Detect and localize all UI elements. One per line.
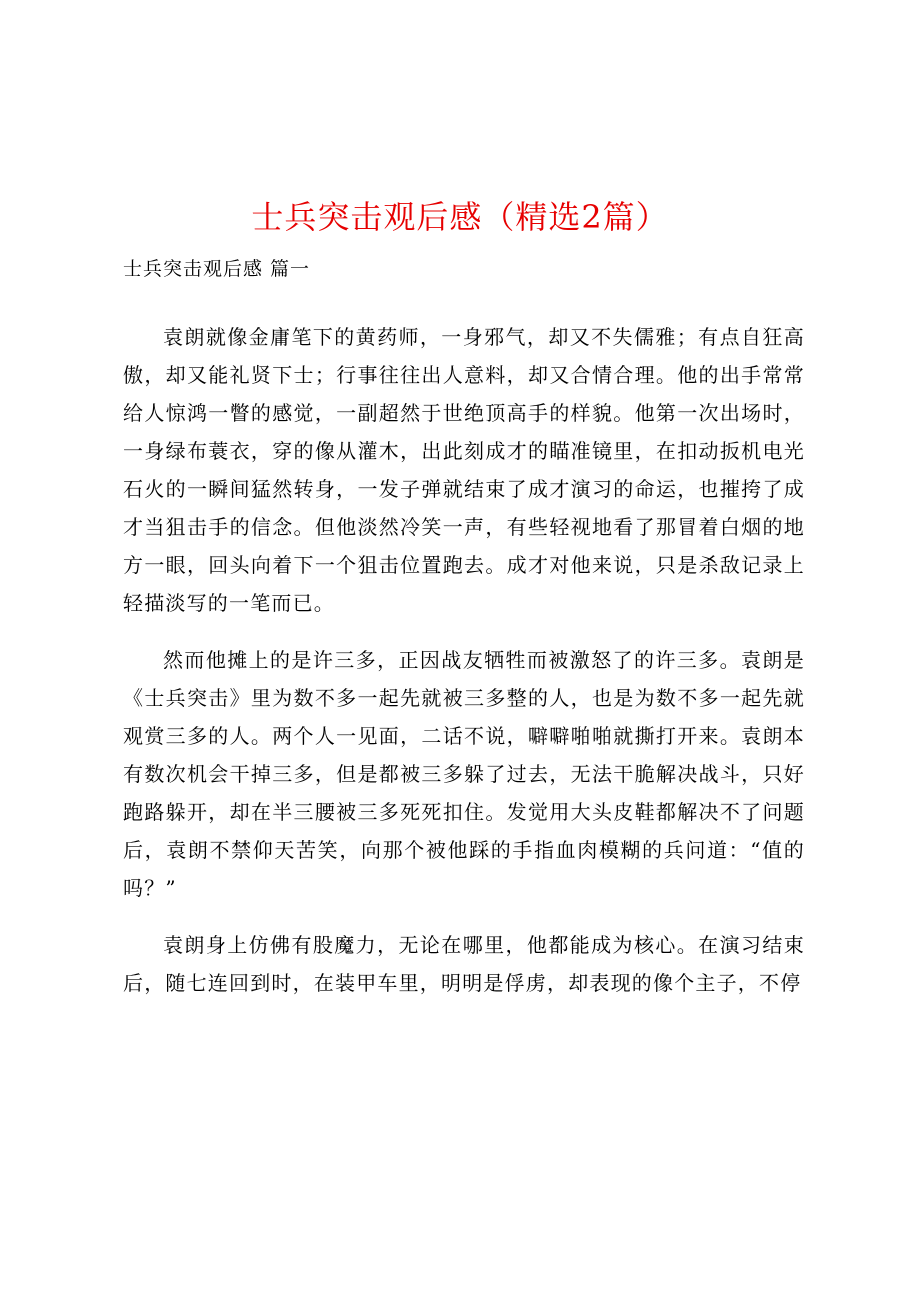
section-heading: 士兵突击观后感 篇一 <box>123 258 311 280</box>
document-body <box>123 318 805 1021</box>
document-title: 士兵突击观后感（精选2篇） <box>251 198 669 236</box>
paragraph-1: 袁朗就像金庸笔下的黄药师，一身邪气，却又不失儒雅；有点自狂高傲，却又能礼贤下士；行事往往出人意料，却又合情合理。他的出手常常给人惊鸿一瞥的感觉，一副超然于世绝顶高手的样貌。他第一次出场时，一身绿布蓑衣，穿的像从灌木，出此刻成才的瞄准镜里，在扣动扳机电光石火的一瞬间猛然转身，一发子弹就结束了成才演习的命运，也摧挎了成才当狙击手的信念。但他淡然冷笑一声，有些轻视地看了那冒着白烟的地方一眼，回头向着下一个狙击位置跑去。成才对他来说，只是杀敌记录上轻描淡写的一笔而已。 <box>123 325 805 615</box>
paragraph-3: 袁朗身上仿佛有股魔力，无论在哪里，他都能成为核心。在演习结束后，随七连回到时，在装甲车里，明明是俘虏，却表现的像个主子，不停 <box>123 933 805 995</box>
paragraph-2: 然而他摊上的是许三多，正因战友牺牲而被激怒了的许三多。袁朗是《士兵突击》里为数不多一起先就被三多整的人，也是为数不多一起先就观赏三多的人。两个人一见面，二话不说，噼噼啪啪就撕打开来。袁朗本有数次机会干掉三多，但是都被三多躲了过去，无法干脆解决战斗，只好跑路躲开，却在半三腰被三多死死扣住。发觉用大头皮鞋都解决不了问题后，袁朗不禁仰天苦笑，向那个被他踩的手指血肉模糊的兵问道：“值的吗？” <box>123 648 805 900</box>
